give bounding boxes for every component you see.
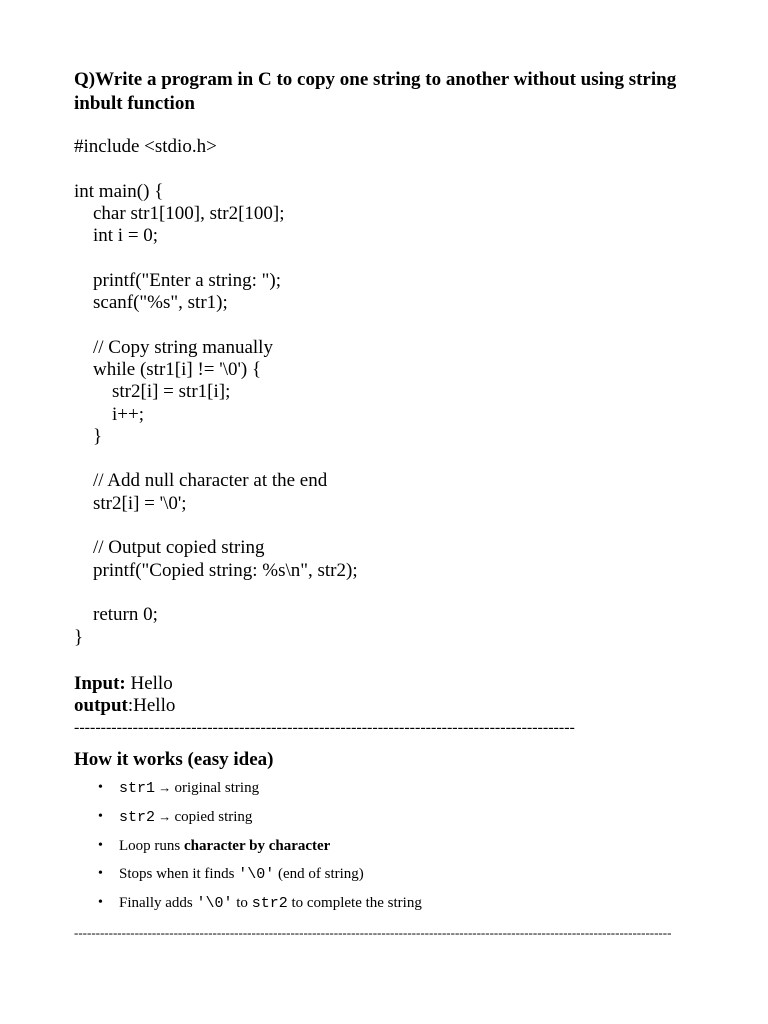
bullet-bold-text: character by character bbox=[184, 837, 331, 854]
list-item bbox=[98, 833, 422, 862]
question-heading: Q)Write a program in C to copy one string to another without using string inbult function bbox=[74, 69, 677, 114]
arrow-icon: → bbox=[155, 780, 175, 795]
list-item bbox=[98, 861, 422, 890]
list-item bbox=[98, 804, 422, 833]
list-item bbox=[98, 775, 422, 804]
input-line bbox=[74, 673, 173, 695]
divider-top: ---------------------------------------------------------------------------------------------- bbox=[74, 719, 575, 736]
bullet-text: copied string bbox=[174, 808, 253, 825]
how-it-works-list bbox=[98, 775, 422, 919]
list-item bbox=[98, 890, 422, 919]
bullet-text: (end of string) bbox=[274, 866, 364, 883]
inline-code: '\0' bbox=[196, 895, 233, 913]
bullet-text: to bbox=[232, 895, 252, 912]
output-value: :Hello bbox=[127, 695, 176, 716]
inline-code: str1 bbox=[119, 780, 156, 797]
section-title: How it works (easy idea) bbox=[74, 749, 274, 770]
bullet-text: original string bbox=[174, 780, 260, 796]
output-label: output bbox=[74, 695, 128, 716]
divider-bottom: ------------------------------------------------------------------------------------------------------------------------------------------ bbox=[74, 925, 672, 940]
bullet-text: Finally adds bbox=[119, 895, 197, 912]
inline-code: '\0' bbox=[238, 866, 275, 884]
bullet-text: Stops when it finds bbox=[119, 866, 239, 883]
inline-code: str2 bbox=[251, 895, 288, 913]
code-block: #include <stdio.h> int main() { char str1[100], str2[100]; int i = 0; printf("Enter a string: "); scanf("%s", str1); // Copy string manually while (str1[i] != '\0') { str2[i] = str1[i]; i++; } // Add null character at the end str2[i] = '\0'; // Output copied string printf("Copied string: %s\n", str2); return 0; } bbox=[74, 136, 358, 648]
input-label: Input: bbox=[74, 673, 126, 694]
output-line bbox=[74, 695, 175, 717]
bullet-text: Loop runs bbox=[119, 837, 184, 854]
input-value: Hello bbox=[125, 673, 173, 694]
inline-code: str2 bbox=[119, 808, 156, 826]
bullet-text: to complete the string bbox=[287, 895, 422, 912]
arrow-icon: → bbox=[155, 808, 175, 824]
